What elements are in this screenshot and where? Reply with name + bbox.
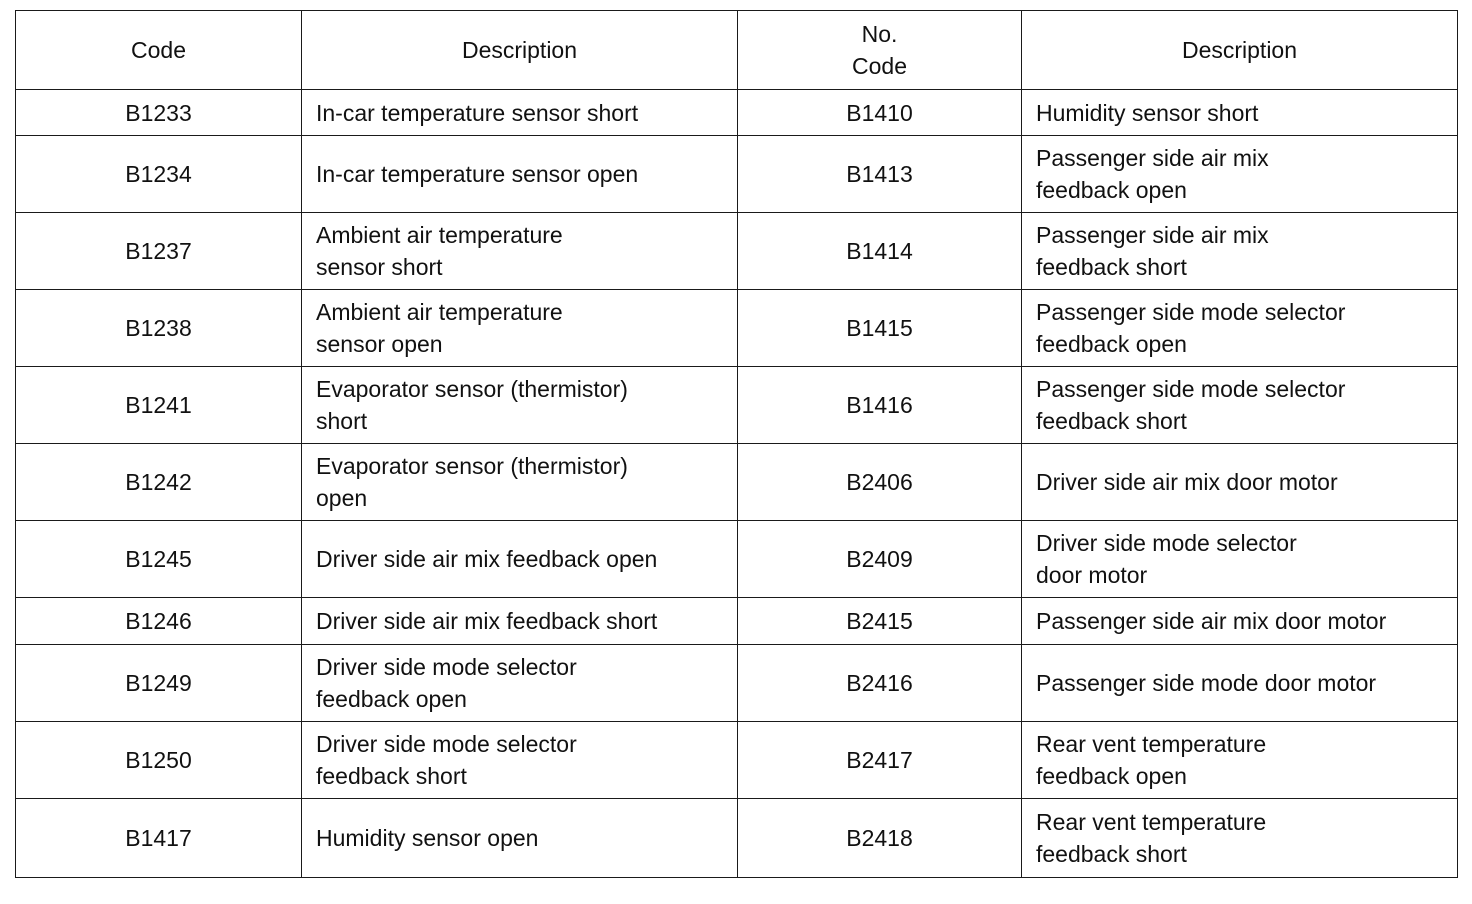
header-no-code: No. Code xyxy=(738,11,1022,90)
table-header-row xyxy=(16,11,1458,90)
code-cell: B1415 xyxy=(738,290,1022,367)
table-row xyxy=(16,90,1458,136)
code-cell: B2409 xyxy=(738,521,1022,598)
table-row xyxy=(16,136,1458,213)
description-cell: Evaporator sensor (thermistor) short xyxy=(302,367,738,444)
code-cell: B1410 xyxy=(738,90,1022,136)
description-cell: Ambient air temperature sensor short xyxy=(302,213,738,290)
description-cell: Ambient air temperature sensor open xyxy=(302,290,738,367)
description-cell: In-car temperature sensor open xyxy=(302,136,738,213)
code-cell: B1233 xyxy=(16,90,302,136)
code-cell: B2418 xyxy=(738,799,1022,878)
description-cell: Passenger side mode selector feedback open xyxy=(1022,290,1458,367)
code-cell: B1417 xyxy=(16,799,302,878)
code-cell: B2406 xyxy=(738,444,1022,521)
table-row xyxy=(16,645,1458,722)
description-cell: Humidity sensor short xyxy=(1022,90,1458,136)
code-cell: B2416 xyxy=(738,645,1022,722)
table-row xyxy=(16,444,1458,521)
description-cell: Rear vent temperature feedback short xyxy=(1022,799,1458,878)
description-cell: Driver side mode selector door motor xyxy=(1022,521,1458,598)
description-cell: Driver side air mix feedback short xyxy=(302,598,738,645)
code-cell: B1413 xyxy=(738,136,1022,213)
description-cell: Passenger side air mix feedback open xyxy=(1022,136,1458,213)
code-cell: B1246 xyxy=(16,598,302,645)
code-cell: B2415 xyxy=(738,598,1022,645)
description-cell: Passenger side mode selector feedback short xyxy=(1022,367,1458,444)
table-row xyxy=(16,722,1458,799)
description-cell: Passenger side air mix feedback short xyxy=(1022,213,1458,290)
table-row xyxy=(16,367,1458,444)
header-description-2: Description xyxy=(1022,11,1458,90)
table-row xyxy=(16,598,1458,645)
code-cell: B2417 xyxy=(738,722,1022,799)
code-cell: B1238 xyxy=(16,290,302,367)
table-row xyxy=(16,213,1458,290)
description-cell: Passenger side air mix door motor xyxy=(1022,598,1458,645)
code-cell: B1241 xyxy=(16,367,302,444)
code-cell: B1414 xyxy=(738,213,1022,290)
description-cell: In-car temperature sensor short xyxy=(302,90,738,136)
header-description: Description xyxy=(302,11,738,90)
code-cell: B1245 xyxy=(16,521,302,598)
description-cell: Evaporator sensor (thermistor) open xyxy=(302,444,738,521)
table-row xyxy=(16,290,1458,367)
header-code: Code xyxy=(16,11,302,90)
description-cell: Humidity sensor open xyxy=(302,799,738,878)
diagnostic-code-table xyxy=(15,10,1458,878)
code-cell: B1416 xyxy=(738,367,1022,444)
description-cell: Driver side air mix feedback open xyxy=(302,521,738,598)
code-cell: B1242 xyxy=(16,444,302,521)
code-cell: B1237 xyxy=(16,213,302,290)
code-cell: B1250 xyxy=(16,722,302,799)
code-cell: B1249 xyxy=(16,645,302,722)
table-row xyxy=(16,521,1458,598)
code-cell: B1234 xyxy=(16,136,302,213)
description-cell: Driver side mode selector feedback open xyxy=(302,645,738,722)
description-cell: Rear vent temperature feedback open xyxy=(1022,722,1458,799)
description-cell: Driver side mode selector feedback short xyxy=(302,722,738,799)
description-cell: Passenger side mode door motor xyxy=(1022,645,1458,722)
table-row xyxy=(16,799,1458,878)
description-cell: Driver side air mix door motor xyxy=(1022,444,1458,521)
